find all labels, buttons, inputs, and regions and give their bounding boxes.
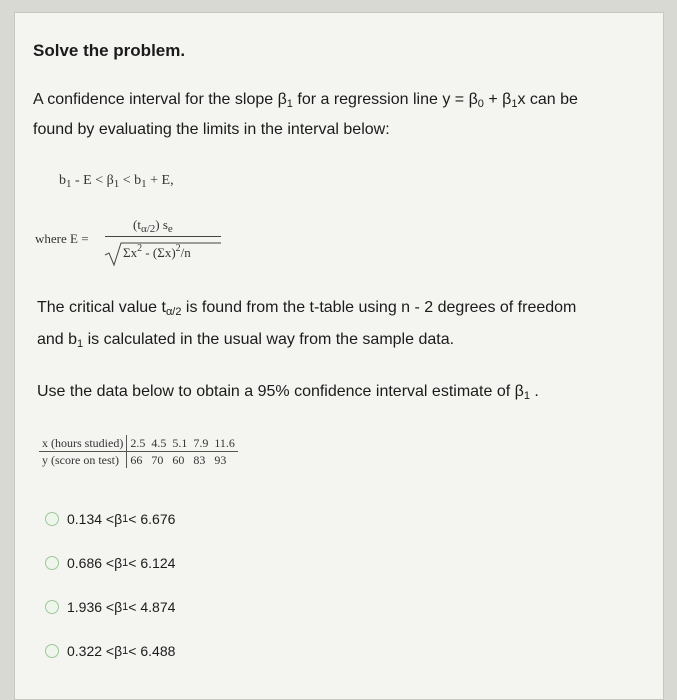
data-table [39, 435, 238, 468]
instruction-text: Use the data below to obtain a 95% confidence interval estimate of $\beta_1$ . [37, 383, 539, 402]
row-label: y (score on test) [39, 452, 127, 469]
answer-option-4[interactable]: 0.322 < β 1 < 6.488 [45, 643, 175, 659]
critical-line-1: The critical value $t_{\alpha/2}$ is found from the t-table using n - 2 degrees of freedom [37, 299, 577, 318]
table-row [39, 452, 238, 469]
table-cell: 5.1 [169, 435, 190, 452]
answer-option-2[interactable]: 0.686 < β 1 < 6.124 [45, 555, 175, 571]
where-label: where E = [35, 231, 89, 246]
table-cell: 4.5 [148, 435, 169, 452]
radio-button[interactable] [45, 512, 59, 526]
fraction-bar [105, 236, 221, 237]
answer-option-3[interactable]: 1.936 < β 1 < 4.874 [45, 599, 175, 615]
table-cell: 11.6 [211, 435, 238, 452]
table-cell: 66 [130, 452, 143, 467]
critical-line-2: and $b_1$ is calculated in the usual way from the sample data. [37, 331, 455, 350]
table-cell: 93 [214, 452, 227, 467]
interval-formula: $b_1 - E < \beta_1 < b_1 + E$, [59, 173, 174, 190]
table-cell: 70 [151, 452, 164, 467]
formula-numerator: $(t_{\alpha/2})$ $s_e$ [133, 217, 173, 235]
row-label: x (hours studied) [39, 435, 127, 452]
radio-button[interactable] [45, 644, 59, 658]
radio-button[interactable] [45, 556, 59, 570]
table-cell: 2.5 [127, 435, 149, 452]
intro-line-2: found by evaluating the limits in the interval below: [33, 121, 390, 138]
answer-option-1[interactable]: 0.134 < β 1 < 6.676 [45, 511, 175, 527]
question-page [14, 12, 664, 700]
table-cell: 60 [172, 452, 185, 467]
intro-line-1: A confidence interval for the slope $\beta_1$ for a regression line $y = \beta_0 + \beta_1x$ can be [33, 91, 578, 110]
table-cell: 7.9 [190, 435, 211, 452]
table-row [39, 435, 238, 452]
radio-button[interactable] [45, 600, 59, 614]
problem-title: Solve the problem. [33, 41, 186, 60]
table-cell: 83 [193, 452, 206, 467]
formula-denominator: $\Sigma x^2 - (\Sigma x)^2/n$ [123, 243, 191, 260]
